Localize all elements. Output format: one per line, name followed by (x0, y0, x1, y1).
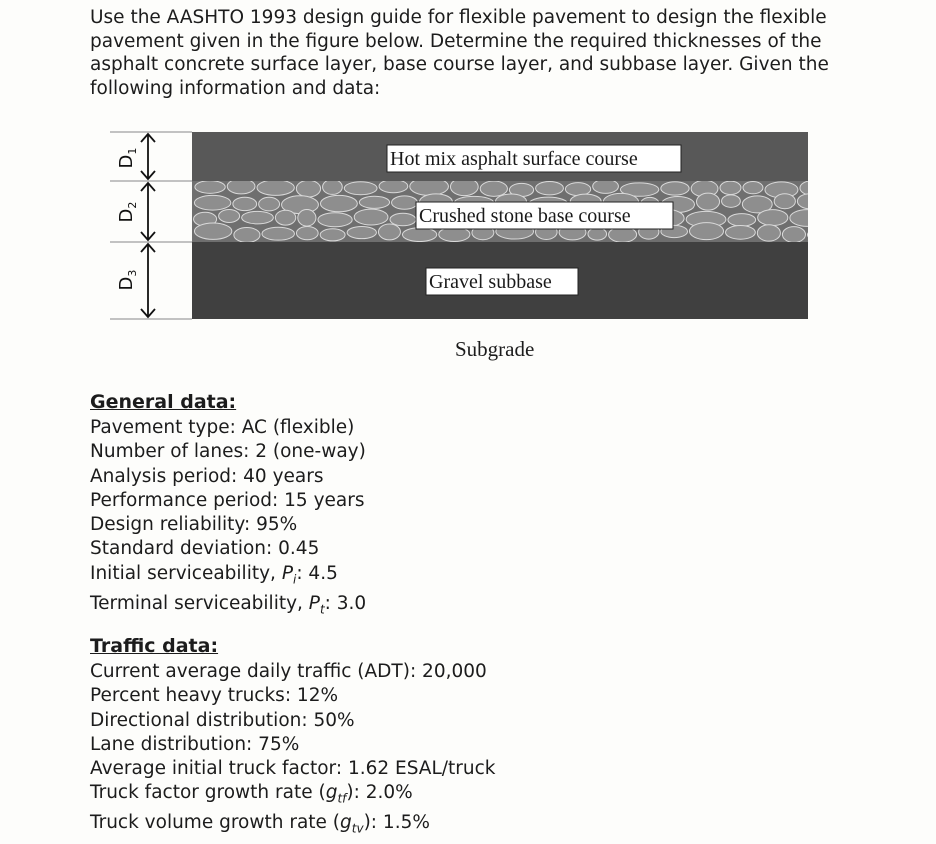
directional-distribution: Directional distribution: 50% (90, 709, 355, 731)
stone-aggregate (593, 179, 619, 193)
stone-aggregate (259, 197, 280, 211)
d3-label: $D_3$ (116, 269, 139, 291)
stone-aggregate (227, 179, 255, 194)
stone-aggregate (480, 181, 507, 196)
base-label: Crushed stone base course (419, 205, 631, 227)
terminal-serviceability: Terminal serviceability, $P_t$: 3.0 (90, 592, 367, 617)
stone-aggregate (354, 209, 388, 225)
stone-aggregate (379, 180, 408, 193)
current-adt: Current average daily traffic (ADT): 20,000 (90, 661, 487, 682)
d2-label: $D_2$ (116, 201, 139, 223)
stone-aggregate (320, 195, 357, 211)
general-data-heading: General data: (90, 391, 237, 413)
standard-deviation: Standard deviation: 0.45 (90, 538, 320, 560)
percent-heavy-trucks: Percent heavy trucks: 12% (90, 685, 339, 707)
dimension-d3 (141, 244, 155, 317)
stone-aggregate (728, 214, 756, 226)
stone-aggregate (219, 210, 240, 223)
stone-aggregate (726, 226, 756, 240)
d1-label: $D_1$ (116, 147, 139, 169)
stone-aggregate (296, 227, 318, 240)
stone-aggregate (344, 182, 377, 195)
stone-aggregate (298, 210, 316, 227)
performance-period: Performance period: 15 years (90, 489, 365, 511)
stone-aggregate (696, 193, 719, 210)
stone-aggregate (323, 179, 343, 194)
stone-aggregate (320, 229, 345, 241)
stone-aggregate (797, 194, 821, 209)
subgrade-label: Subgrade (455, 337, 535, 361)
surface-label: Hot mix asphalt surface course (390, 148, 638, 170)
truck-factor-growth-rate: Truck factor growth rate $(g_{tf})$: 2.0% (90, 782, 413, 807)
stone-aggregate (318, 213, 352, 227)
number-of-lanes: Number of lanes: 2 (one-way) (90, 441, 366, 463)
stone-aggregate (359, 196, 389, 208)
pavement-cross-section (0, 0, 936, 380)
stone-aggregate (194, 223, 231, 239)
analysis-period: Analysis period: 40 years (90, 465, 324, 487)
stone-aggregate (758, 210, 788, 226)
stone-aggregate (378, 224, 400, 240)
stone-aggregate (782, 227, 805, 243)
pavement-type: Pavement type: AC (flexible) (90, 417, 355, 438)
general-data-list (90, 416, 366, 622)
design-reliability: Design reliability: 95% (90, 514, 298, 536)
stone-aggregate (234, 228, 260, 243)
stone-aggregate (661, 182, 689, 195)
stone-aggregate (720, 181, 741, 194)
subbase-label: Gravel subbase (429, 271, 552, 293)
problem-statement: Use the AASHTO 1993 design guide for flexible pavement to design the flexible pavement given in the figure below. Determine the required thicknesses of the asphalt concrete surface layer, base course layer, and subbase layer. Given the following information and data: (90, 7, 829, 99)
stone-aggregate (800, 181, 825, 196)
average-truck-factor: Average initial truck factor: 1.62 ESAL/truck (90, 758, 496, 780)
stone-aggregate (790, 210, 825, 227)
stone-aggregate (262, 227, 294, 240)
stone-aggregate (275, 210, 295, 225)
stone-aggregate (195, 181, 225, 194)
stone-aggregate (392, 196, 418, 209)
stone-aggregate (807, 228, 846, 242)
stone-aggregate (774, 194, 795, 209)
initial-serviceability: Initial serviceability, $P_i$: 4.5 (90, 562, 338, 587)
traffic-data-list (90, 660, 495, 841)
stone-aggregate (242, 211, 274, 224)
stone-aggregate (536, 181, 564, 194)
stone-aggregate (743, 182, 763, 194)
stone-aggregate (588, 228, 607, 240)
stone-aggregate (347, 226, 376, 238)
truck-volume-growth-rate: Truck volume growth rate $(g_{tv})$: 1.5% (90, 812, 430, 837)
traffic-data-heading: Traffic data: (90, 635, 219, 657)
stone-aggregate (722, 195, 741, 207)
stone-aggregate (194, 195, 230, 210)
stone-aggregate (757, 225, 780, 241)
lane-distribution: Lane distribution: 75% (90, 733, 300, 755)
stone-aggregate (689, 223, 723, 240)
stone-aggregate (233, 197, 257, 210)
dimension-d1 (141, 134, 155, 179)
stone-aggregate (390, 213, 416, 225)
stone-aggregate (402, 228, 436, 242)
stone-aggregate (296, 180, 320, 197)
stone-aggregate (257, 180, 294, 196)
dimension-d2 (141, 183, 155, 240)
